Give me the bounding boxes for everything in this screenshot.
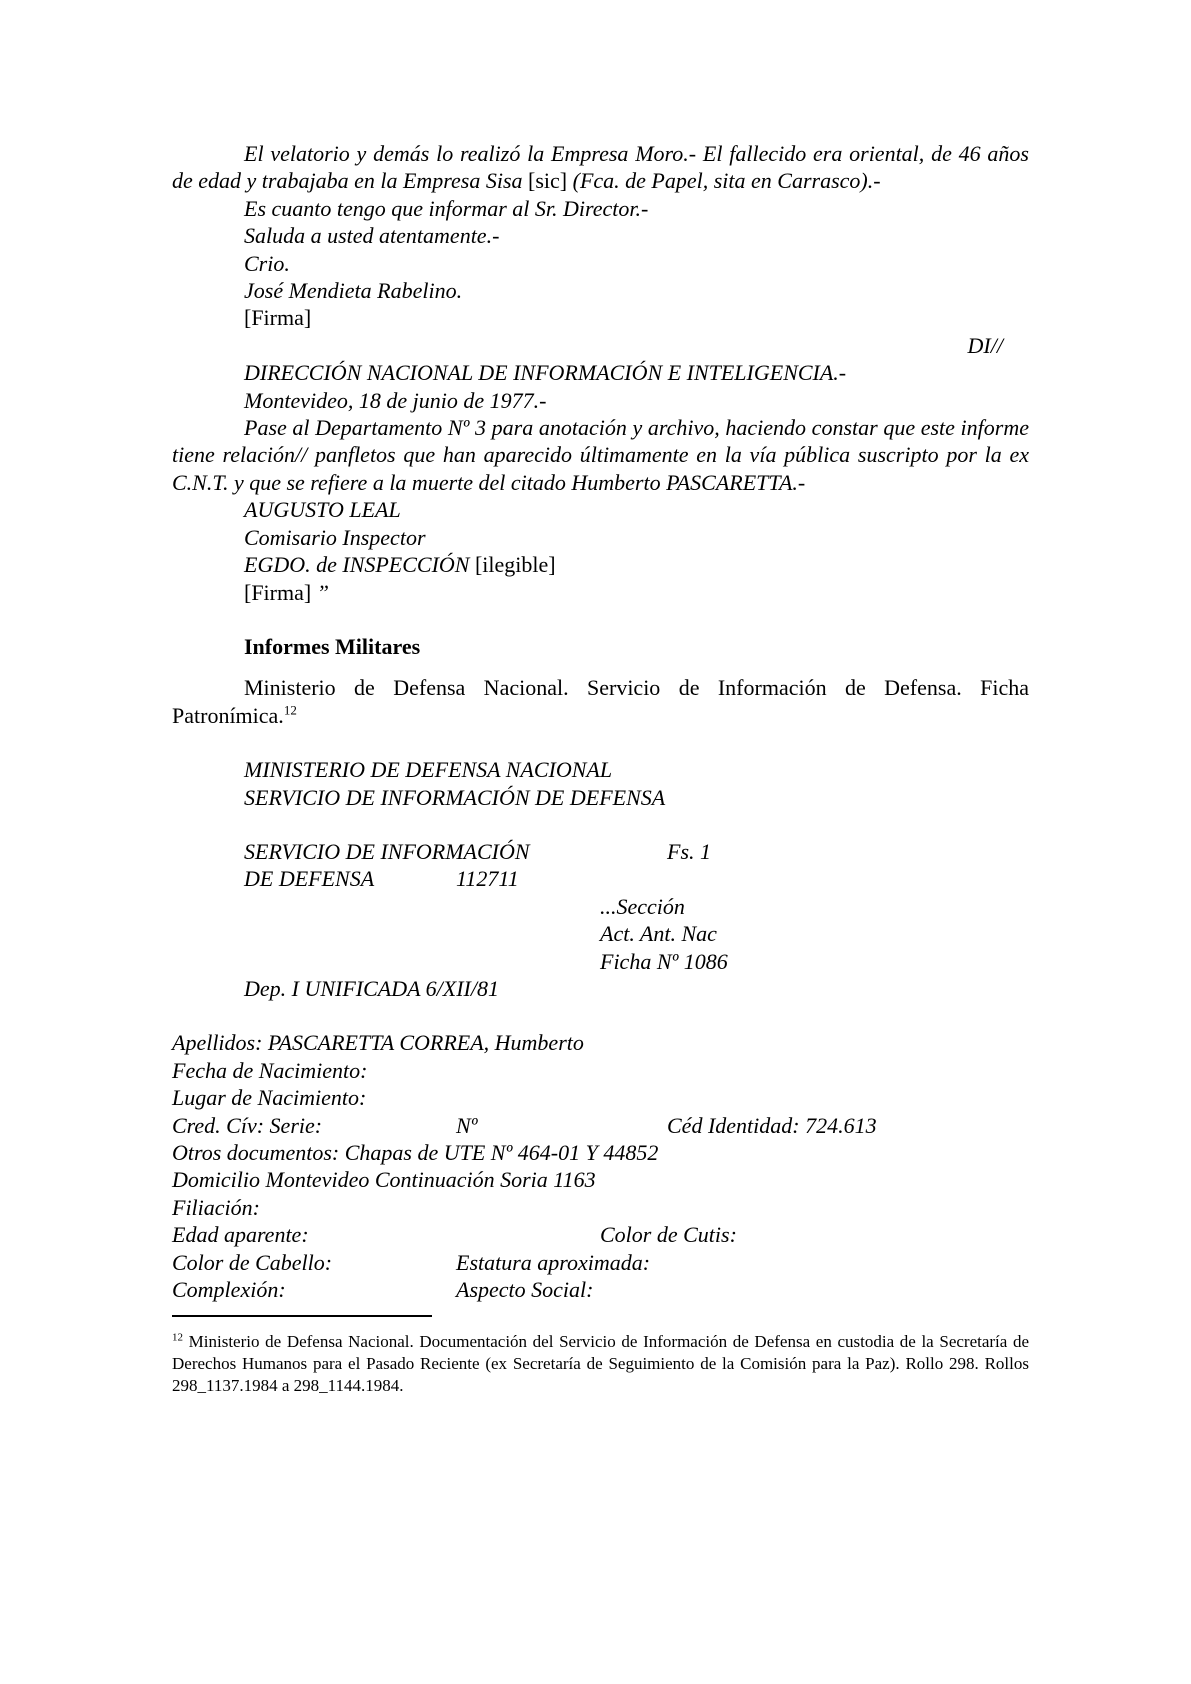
footnote-reference[interactable]: 12 <box>283 702 297 718</box>
field-row-cabello <box>172 1249 1029 1276</box>
paragraph-pase: Pase al Departamento Nº 3 para anotación y archivo, haciendo constar que este informe tiene relación// panfletos que han aparecido últimamente en la vía pública suscripto por la ex C.N.T. y que se refiere a la muerte del citado Humberto PASCARETTA.- <box>172 415 1029 495</box>
ficha-act: Act. Ant. Nac <box>600 921 717 947</box>
date-line: Montevideo, 18 de junio de 1977.- <box>244 387 547 413</box>
ficha-header-row-1 <box>172 838 1029 865</box>
illegible-note: [ilegible] <box>474 552 556 578</box>
ficha-no-row <box>172 948 1029 975</box>
paragraph-velatorio <box>172 140 1029 195</box>
page-continuation-mark: DI// <box>967 332 1003 358</box>
spacer <box>172 606 1029 633</box>
intro-paragraph <box>172 674 1029 729</box>
spacer <box>172 811 1029 838</box>
ficha-seccion-row <box>172 893 1029 920</box>
field-cedula: Céd Identidad: 724.613 <box>667 1112 877 1138</box>
official-name: AUGUSTO LEAL <box>244 497 401 523</box>
spacer <box>172 660 1029 674</box>
signatory-name: José Mendieta Rabelino. <box>244 278 463 304</box>
ficha-de-defensa: DE DEFENSA <box>244 866 375 892</box>
field-estatura: Estatura aproximada: <box>456 1249 651 1275</box>
ficha-ministerio: MINISTERIO DE DEFENSA NACIONAL <box>244 757 613 783</box>
footnote-number: 12 <box>172 1331 183 1344</box>
field-lugar-nacimiento: Lugar de Nacimiento: <box>172 1085 367 1111</box>
ficha-number: 112711 <box>456 866 519 892</box>
field-filiacion: Filiación: <box>172 1194 260 1220</box>
sic-note: [sic] <box>528 168 568 194</box>
section-heading: Informes Militares <box>244 633 421 659</box>
ficha-dep: Dep. I UNIFICADA 6/XII/81 <box>244 975 499 1001</box>
field-otros-documentos: Otros documentos: Chapas de UTE Nº 464-01 Y 44852 <box>172 1139 659 1165</box>
closing-quote: ” <box>311 579 329 605</box>
paragraph-velatorio-text-a: El velatorio y demás lo realizó la Empresa Moro.- El fallecido era oriental, de 46 años de edad y trabajaba en la Empresa Sisa <box>172 141 1029 194</box>
footnote <box>172 1331 1029 1397</box>
ficha-act-row <box>172 920 1029 947</box>
field-numero: Nº <box>456 1112 478 1138</box>
field-fecha-nacimiento: Fecha de Nacimiento: <box>172 1057 368 1083</box>
official-title: Comisario Inspector <box>244 524 426 550</box>
field-apellidos: Apellidos: PASCARETTA CORREA, Humberto <box>172 1030 584 1056</box>
field-row-complexion <box>172 1276 1029 1303</box>
footnote-separator <box>172 1315 432 1317</box>
intro-text: Ministerio de Defensa Nacional. Servicio de Información de Defensa. Ficha Patronímica. <box>172 675 1029 728</box>
document-page <box>172 140 1029 1397</box>
field-cutis: Color de Cutis: <box>600 1222 737 1248</box>
field-domicilio: Domicilio Montevideo Continuación Soria 1163 <box>172 1167 596 1193</box>
line-saluda: Saluda a usted atentamente.- <box>244 223 500 249</box>
ficha-seccion: ...Sección <box>600 893 685 919</box>
spacer <box>172 729 1029 756</box>
signature-note-1: [Firma] <box>244 305 312 331</box>
field-cred-civ: Cred. Cív: Serie: <box>172 1112 323 1138</box>
field-row-edad <box>172 1221 1029 1248</box>
line-crio: Crio. <box>244 250 290 276</box>
field-cabello: Color de Cabello: <box>172 1249 333 1275</box>
egdo-text: EGDO. de INSPECCIÓN <box>244 552 470 578</box>
line-informar: Es cuanto tengo que informar al Sr. Director.- <box>244 195 649 221</box>
egdo-line <box>172 551 1029 578</box>
ficha-servicio-info: SERVICIO DE INFORMACIÓN <box>244 838 530 864</box>
ficha-servicio: SERVICIO DE INFORMACIÓN DE DEFENSA <box>244 784 666 810</box>
ficha-header-row-2 <box>172 865 1029 892</box>
ficha-folio: Fs. 1 <box>667 838 711 864</box>
paragraph-velatorio-text-b: (Fca. de Papel, sita en Carrasco).- <box>572 168 881 194</box>
field-edad: Edad aparente: <box>172 1222 309 1248</box>
ficha-ficha-no: Ficha Nº 1086 <box>600 948 728 974</box>
field-row-credencial <box>172 1112 1029 1139</box>
signature-line-2 <box>172 579 1029 606</box>
spacer <box>172 1002 1029 1029</box>
signature-note-2: [Firma] <box>244 579 312 605</box>
field-complexion: Complexión: <box>172 1276 286 1302</box>
footnote-text: Ministerio de Defensa Nacional. Documentación del Servicio de Información de Defensa en custodia de la Secretaría de Derechos Humanos para el Pasado Reciente (ex Secretaría de Seguimiento de la Comisión para la Paz). Rollo 298. Rollos 298_1137.1984 a 298_1144.1984. <box>172 1332 1029 1396</box>
direccion-heading: DIRECCIÓN NACIONAL DE INFORMACIÓN E INTELIGENCIA.- <box>244 360 847 386</box>
field-aspecto: Aspecto Social: <box>456 1276 594 1302</box>
